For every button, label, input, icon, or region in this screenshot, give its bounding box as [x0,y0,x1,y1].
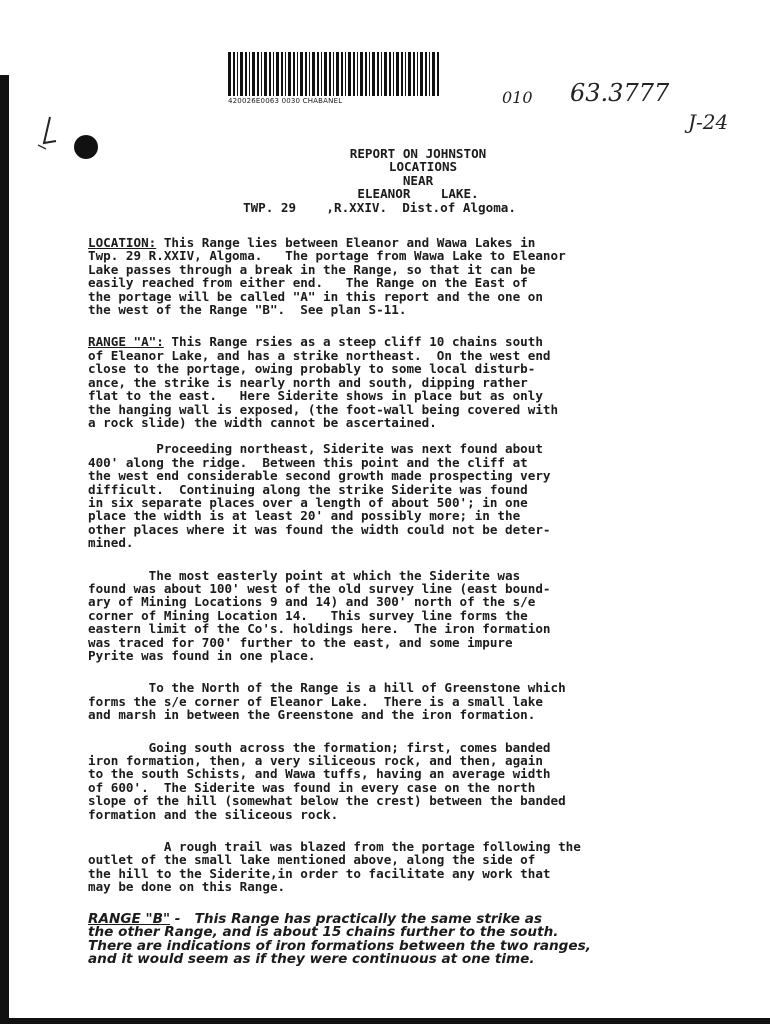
text-line: was traced for 700' further to the east, and some impure [88,634,513,650]
text-line: This Range lies between Eleanor and Wawa Lakes in [156,235,536,251]
report-body [88,147,688,966]
stamp-number: 010 [502,88,533,107]
scan-edge-left [0,75,9,1024]
range-a-paragraph [88,569,688,663]
text-line: outlet of the small lake mentioned above, along the side of [88,852,536,868]
text-line: A rough trail was blazed from the portage following the [88,839,581,855]
text-line: This Range rsies as a steep cliff 10 chains south [163,334,543,350]
range-b-paragraph [88,910,688,967]
text-line: difficult. Continuing along the strike Siderite was found [88,481,528,497]
text-line: ary of Mining Locations 9 and 14) and 300' north of the s/e [88,594,536,610]
title-line: ELEANOR LAKE. [357,186,479,202]
text-line: formation and the siliceous rock. [88,806,339,822]
section-heading: RANGE "B" [88,910,171,927]
location-paragraph [88,236,688,316]
text-line: ance, the strike is nearly north and south, dipping rather [88,374,528,390]
text-line: Lake passes through a break in the Range, so that it can be [88,261,536,277]
text-line: eastern limit of the Co's. holdings here. The iron formation [88,621,551,637]
text-line: mined. [88,535,134,551]
text-line: the portage will be called "A" in this report and the one on [88,288,543,304]
text-line: Proceeding northeast, Siderite was next found about [88,441,543,457]
text-line: close to the portage, owing probably to some local disturb- [88,361,536,377]
text-line: other places where it was found the width could not be deter- [88,521,551,537]
text-line: the other Range, and is about 15 chains further to the south. [88,924,559,941]
range-a-paragraph [88,741,688,821]
text-line: iron formation, then, a very siliceous rock, and then, again [88,753,543,769]
text-line: slope of the hill (somewhat below the crest) between the banded [88,793,566,809]
text-line: forms the s/e corner of Eleanor Lake. There is a small lake [88,693,543,709]
barcode-image [228,52,442,96]
report-title [148,147,688,214]
text-line: 400' along the ridge. Between this point and the cliff at [88,454,528,470]
text-line: a rock slide) the width cannot be ascertained. [88,414,437,430]
text-line: the hanging wall is exposed, (the foot-wall being covered with [88,401,559,417]
text-line: To the North of the Range is a hill of Greenstone which [88,680,566,696]
text-line: and it would seem as if they were continuous at one time. [88,950,535,967]
range-a-paragraph [88,442,688,549]
range-a-paragraph [88,335,688,429]
text-line: Twp. 29 R.XXIV, Algoma. The portage from Wawa Lake to Eleanor [88,248,566,264]
text-line: of 600'. The Siderite was found in every case on the north [88,779,536,795]
text-line: corner of Mining Location 14. This survey line forms the [88,607,528,623]
text-line: the hill to the Siderite,in order to facilitate any work that [88,865,551,881]
text-line: of Eleanor Lake, and has a strike northeast. On the west end [88,347,551,363]
text-line: the west of the Range "B". See plan S-11. [88,302,407,318]
text-line: and marsh in between the Greenstone and the iron formation. [88,707,536,723]
text-line: There are indications of iron formations between the two ranges, [88,937,591,954]
text-line: - This Range has practically the same strike as [170,910,542,927]
file-number: 63.3777 [570,79,670,107]
text-line: easily reached from either end. The Range on the East of [88,275,528,291]
title-line: REPORT ON JOHNSTON [349,146,487,161]
title-line: TWP. 29 ,R.XXIV. Dist.of Algoma. [243,199,516,215]
handwritten-mark [36,115,60,151]
text-line: the west end considerable second growth made prospecting very [88,468,551,484]
section-heading: RANGE "A": [88,334,164,350]
text-line: Going south across the formation; first, comes banded [88,739,551,755]
range-a-paragraph [88,840,688,894]
text-line: place the width is at least 20' and possibly more; in the [88,508,521,524]
text-line: in six separate places over a length of about 500'; in one [88,494,528,510]
text-line: to the south Schists, and Wawa tuffs, having an average width [88,766,551,782]
section-heading: LOCATION: [88,235,157,251]
title-line: LOCATIONS [388,159,458,175]
title-line: NEAR [402,172,434,188]
text-line: The most easterly point at which the Siderite was [88,567,521,583]
range-a-paragraph [88,681,688,721]
text-line: may be done on this Range. [88,879,286,895]
page-mark: J-24 [688,110,729,134]
barcode-text: 420026E0063 0030 CHABANEL [228,97,343,105]
text-line: Pyrite was found in one place. [88,648,316,663]
text-line: found was about 100' west of the old survey line (east bound- [88,580,551,596]
scan-edge-bottom [0,1018,770,1024]
text-line: flat to the east. Here Siderite shows in place but as only [88,388,543,404]
